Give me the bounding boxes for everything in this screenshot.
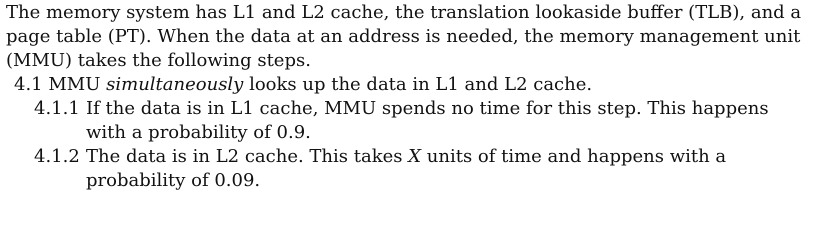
variable-x: X [408,146,422,167]
step-text-after: units of time and happens with a probability of 0.09. [86,146,727,191]
step-number: 4.1.2 [34,146,80,167]
step-text: If the data is in L1 cache, MMU spends no time for this step. This happens with a probability of 0.9. [86,98,769,143]
emphasized-word: simultaneously [106,74,244,95]
step-4-1-2 [6,145,812,193]
step-number: 4.1.1 [34,98,80,119]
step-text-after: looks up the data in L1 and L2 cache. [243,74,593,95]
step-number: 4.1 [14,74,43,95]
intro-paragraph: The memory system has L1 and L2 cache, the translation lookaside buffer (TLB), and a page table (PT). When the data at an address is needed, the memory management unit (MMU) takes the following steps. [6,2,802,71]
step-4-1-1 [6,97,812,145]
step-text-before: MMU [48,74,107,95]
step-4-1 [6,73,812,97]
step-text-before: The data is in L2 cache. This takes [86,146,409,167]
document-body [6,1,812,193]
